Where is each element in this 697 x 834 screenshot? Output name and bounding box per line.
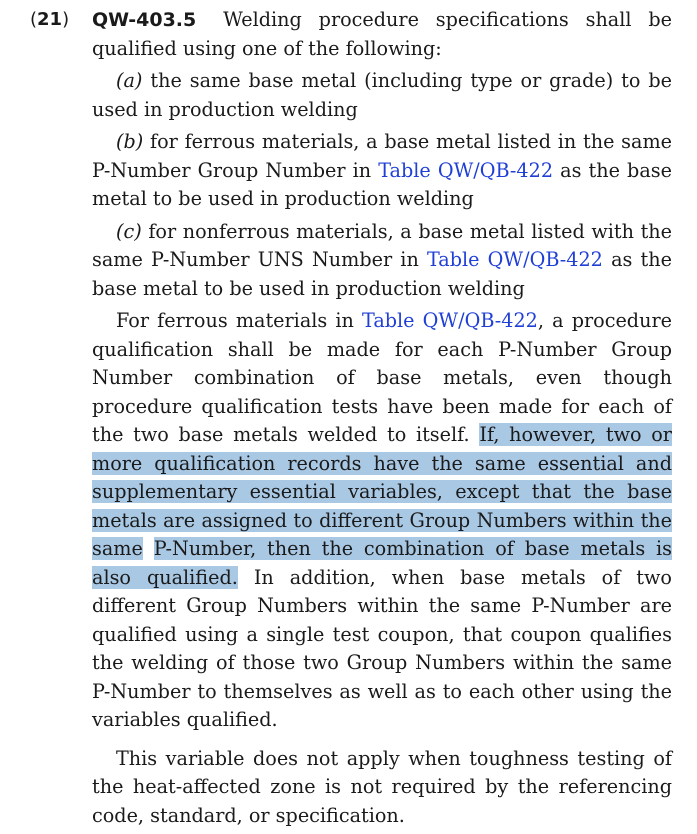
ferrous-paragraph <box>92 307 672 735</box>
list-item-a <box>92 67 672 124</box>
selected-text-highlight-1[interactable]: If, however, two or more qualification records have the same essential and supplementary essential variables, except that the base metals are assigned to different Group Numbers within the same <box>92 423 672 560</box>
revision-open-paren: ( <box>30 9 38 30</box>
list-item-c <box>92 218 672 304</box>
list-item-c-label: (c) <box>116 219 142 243</box>
document-body <box>92 6 672 834</box>
list-item-b <box>92 128 672 214</box>
list-item-b-label: (b) <box>116 130 144 153</box>
ferrous-text-after[interactable]: In addition, when base metals of two different Group Numbers within the same P-Number are qualified using a single test coupon, that coupon qualifies the welding of those two Group Numbers within the same P-Number to themselves as well as to each other using the variables qualified. <box>92 565 672 731</box>
table-link-c[interactable]: Table QW/QB-422 <box>426 248 603 271</box>
revision-close-paren: ) <box>62 9 70 30</box>
revision-year-tag <box>30 6 69 34</box>
selected-text-highlight-2[interactable]: P-Number, then the combination of base metals is also qualified. <box>92 537 672 589</box>
section-intro-paragraph <box>92 6 672 63</box>
table-link-ferrous[interactable]: Table QW/QB-422 <box>362 309 538 332</box>
list-item-c-text-before[interactable]: for nonferrous materials, a base metal listed with the same P-Number UNS Number in <box>92 219 672 271</box>
toughness-paragraph <box>92 745 672 831</box>
list-item-b-text-after[interactable]: as the base metal to be used in production welding <box>92 158 672 210</box>
section-intro-text[interactable]: Welding procedure specifications shall be qualified using one of the following: <box>92 8 672 60</box>
table-link-b[interactable]: Table QW/QB-422 <box>378 158 554 182</box>
ferrous-text-mid[interactable]: , a procedure qualification shall be made for each P-Number Group Number combination of base metals, even though procedure qualification tests have been made for each of the two base metals welded to itself. <box>92 309 672 446</box>
list-item-a-text[interactable]: the same base metal (including type or grade) to be used in production welding <box>92 69 672 121</box>
list-item-b-text-before[interactable]: for ferrous materials, a base metal listed in the same P-Number Group Number in <box>92 130 672 182</box>
list-item-c-text-after[interactable]: as the base metal to be used in production welding <box>92 248 672 300</box>
ferrous-text-before[interactable]: For ferrous materials in <box>116 309 354 332</box>
revision-year: 21 <box>37 9 63 30</box>
list-item-a-label: (a) <box>116 69 143 92</box>
section-number: QW-403.5 <box>92 9 197 31</box>
toughness-text[interactable]: This variable does not apply when toughness testing of the heat-affected zone is not required by the referencing code, standard, or specification. <box>92 746 672 827</box>
